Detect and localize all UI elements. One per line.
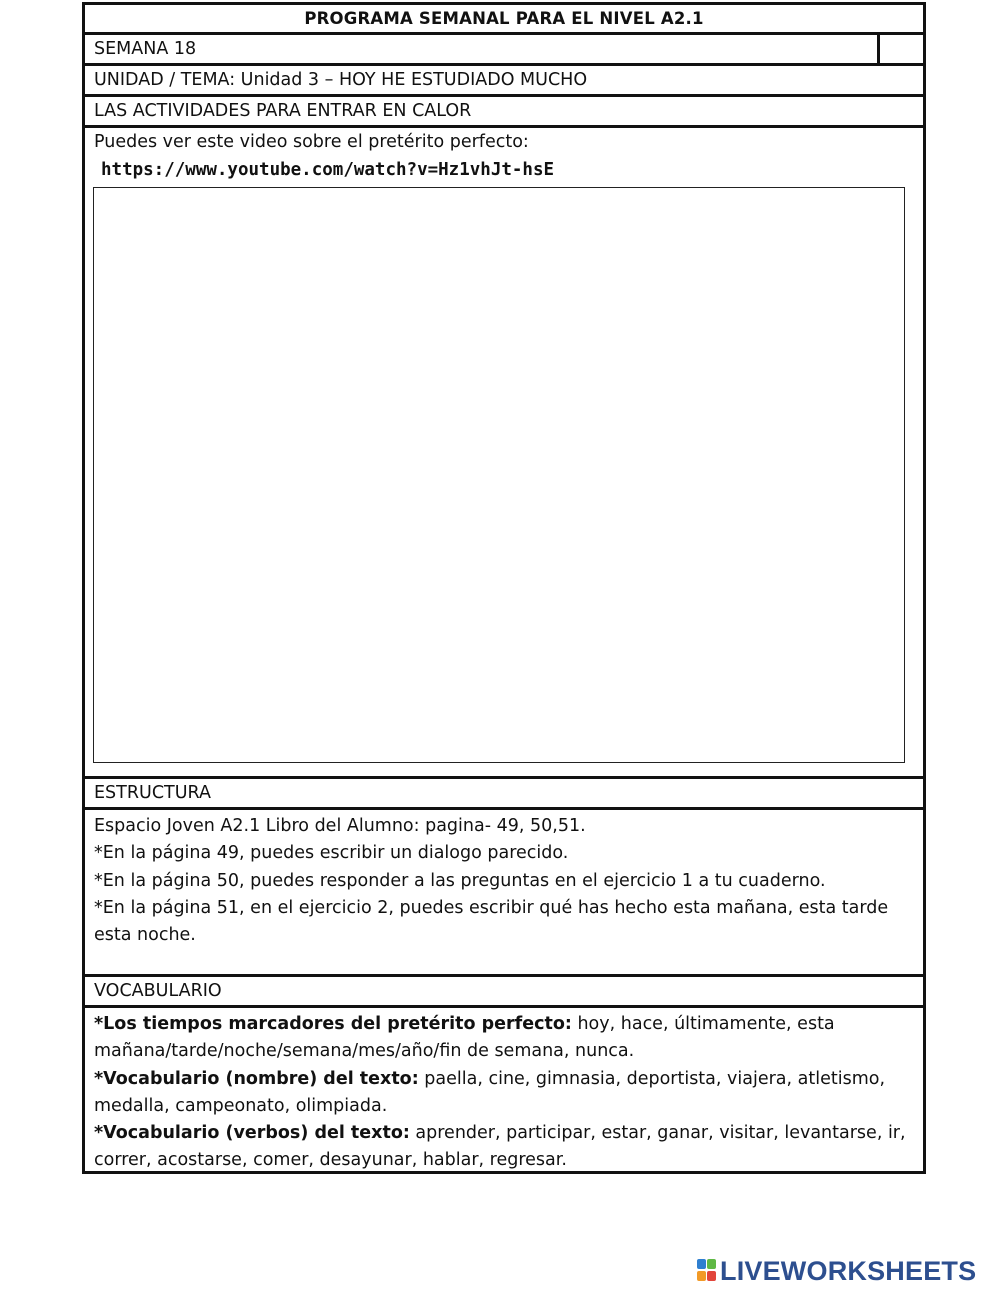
- week-side-box: [877, 35, 923, 63]
- vocabulario-text: [94, 1011, 909, 1175]
- week-label: SEMANA 18: [94, 39, 197, 59]
- warmup-heading: LAS ACTIVIDADES PARA ENTRAR EN CALOR: [94, 101, 472, 121]
- unit-label: UNIDAD / TEMA: Unidad 3 – HOY HE ESTUDIADO MUCHO: [94, 70, 588, 90]
- estructura-text: [94, 813, 909, 949]
- liveworksheets-logo-icon: [697, 1259, 717, 1283]
- vocabulario-content-row: [85, 1008, 923, 1171]
- warmup-intro: Puedes ver este video sobre el pretérito perfecto:: [94, 132, 529, 152]
- liveworksheets-wordmark: LIVEWORKSHEETS: [720, 1255, 977, 1286]
- estructura-content-row: [85, 810, 923, 977]
- vocab-item-text: paella, cine, gimnasia, deportista, viajera, atletismo, medalla, campeonato, olimpiada.: [94, 1068, 886, 1116]
- worksheet-table: [82, 2, 926, 1174]
- video-link[interactable]: https://www.youtube.com/watch?v=Hz1vhJt-hsE: [101, 160, 555, 180]
- estructura-heading: ESTRUCTURA: [94, 783, 211, 803]
- vocab-item-label: *Los tiempos marcadores del pretérito perfecto:: [94, 1014, 572, 1034]
- video-embed-area[interactable]: [93, 187, 905, 763]
- vocabulario-heading-row: [85, 977, 923, 1008]
- warmup-content-row: [85, 128, 923, 779]
- unit-row: [85, 66, 923, 97]
- vocab-item-label: *Vocabulario (nombre) del texto:: [94, 1068, 419, 1089]
- estructura-heading-row: [85, 779, 923, 810]
- vocab-item: [94, 1066, 909, 1121]
- page-title: PROGRAMA SEMANAL PARA EL NIVEL A2.1: [304, 9, 704, 28]
- vocab-item: [94, 1120, 909, 1175]
- vocab-item-text: aprender, participar, estar, ganar, visitar, levantarse, ir, correr, acostarse, comer, desayunar, hablar, regresar.: [94, 1123, 906, 1171]
- vocabulario-heading: VOCABULARIO: [94, 981, 222, 1001]
- vocab-item-label: *Vocabulario (verbos) del texto:: [94, 1123, 410, 1144]
- vocab-item-text: hoy, hace, últimamente, esta mañana/tarde/noche/semana/mes/año/fin de semana, nunca.: [94, 1014, 835, 1062]
- week-row: [85, 35, 923, 66]
- title-row: [85, 5, 923, 35]
- liveworksheets-brand[interactable]: [697, 1256, 976, 1286]
- estructura-line: *En la página 49, puedes escribir un dialogo parecido.: [94, 843, 569, 864]
- estructura-line: *En la página 51, en el ejercicio 2, puedes escribir qué has hecho esta mañana, esta tarde esta noche.: [94, 897, 889, 946]
- estructura-line: *En la página 50, puedes responder a las preguntas en el ejercicio 1 a tu cuaderno.: [94, 870, 826, 891]
- vocab-item: [94, 1011, 909, 1066]
- estructura-line: Espacio Joven A2.1 Libro del Alumno: pagina- 49, 50,51.: [94, 816, 586, 836]
- warmup-heading-row: [85, 97, 923, 128]
